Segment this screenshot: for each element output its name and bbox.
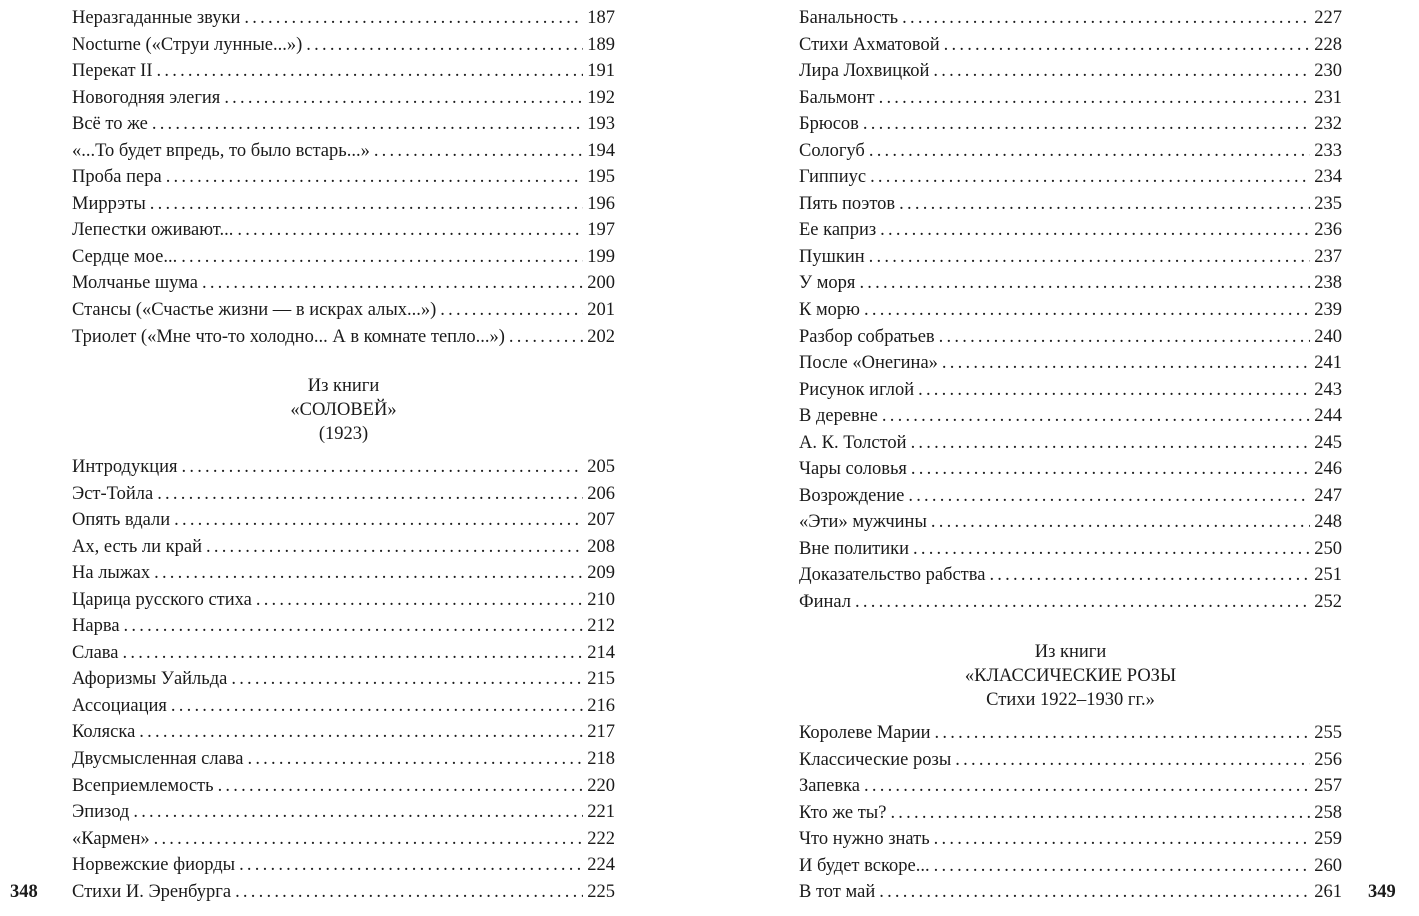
toc-entry-title: Стихи И. Эренбурга (72, 881, 232, 902)
toc-entry-page: 201 (587, 300, 615, 321)
toc-entry-page: 194 (587, 140, 615, 161)
dot-leader (913, 536, 1310, 563)
toc-entry-title: Банальность (799, 8, 899, 28)
toc-entry (799, 138, 1342, 165)
toc-entry-page: 191 (587, 61, 615, 82)
toc-list-left-bottom (72, 454, 615, 905)
dot-leader (244, 5, 583, 32)
toc-entry-title: Проба пера (72, 167, 162, 188)
toc-entry (799, 270, 1342, 297)
dot-leader (918, 377, 1310, 404)
toc-entry (72, 560, 615, 587)
toc-entry-title: Nocturne («Струи лунные...») (72, 34, 303, 55)
dot-leader (256, 587, 583, 614)
toc-entry-title: Запевка (799, 776, 861, 797)
toc-entry (72, 191, 615, 218)
toc-entry-title: Неразгаданные звуки (72, 8, 241, 28)
toc-entry-title: После «Онегина» (799, 353, 938, 374)
dot-leader (133, 799, 583, 826)
toc-entry-page: 222 (587, 828, 615, 849)
toc-entry (799, 509, 1342, 536)
dot-leader (989, 562, 1310, 589)
dot-leader (955, 747, 1310, 774)
toc-entry-title: Норвежские фиорды (72, 855, 236, 876)
toc-entry-title: Королеве Марии (799, 723, 931, 743)
toc-entry-title: Разбор собратьев (799, 326, 935, 347)
toc-entry-page: 231 (1314, 87, 1342, 108)
toc-entry (72, 746, 615, 773)
toc-entry-title: Вне политики (799, 538, 909, 559)
toc-entry (72, 534, 615, 561)
toc-entry-page: 256 (1314, 749, 1342, 770)
toc-entry (72, 640, 615, 667)
dot-leader (157, 58, 584, 85)
dot-leader (237, 217, 583, 244)
section-heading-line: «КЛАССИЧЕСКИЕ РОЗЫ (964, 666, 1177, 686)
toc-entry-page: 247 (1314, 485, 1342, 506)
toc-entry (72, 324, 615, 351)
page-number-right: 349 (1368, 882, 1396, 902)
toc-entry-title: Пушкин (799, 246, 865, 267)
toc-entry-page: 240 (1314, 326, 1342, 347)
toc-entry-title: Возрождение (799, 485, 905, 506)
toc-entry (72, 799, 615, 826)
dot-leader (870, 164, 1310, 191)
toc-entry-title: Всё то же (72, 114, 148, 135)
section-heading-solovei (72, 374, 615, 446)
toc-entry (799, 536, 1342, 563)
toc-entry-page: 206 (587, 483, 615, 504)
toc-entry-title: Двусмысленная слава (72, 749, 244, 770)
toc-entry (799, 244, 1342, 271)
section-heading-line: Стихи 1922–1930 гг.» (986, 690, 1155, 710)
dot-leader (899, 191, 1310, 218)
toc-entry-title: Нарва (72, 616, 120, 637)
toc-entry-title: Брюсов (799, 114, 859, 135)
dot-leader (139, 719, 583, 746)
toc-entry-title: Всеприемлемость (72, 775, 214, 796)
section-heading-line: Из книги (1034, 642, 1107, 662)
toc-entry (72, 5, 615, 32)
dot-leader (202, 270, 583, 297)
toc-entry (72, 666, 615, 693)
toc-entry-title: Перекат II (72, 61, 153, 82)
dot-leader (157, 481, 583, 508)
dot-leader (864, 297, 1310, 324)
toc-entry (799, 324, 1342, 351)
toc-entry (72, 613, 615, 640)
toc-entry-title: Опять вдали (72, 510, 171, 531)
dot-leader (239, 852, 583, 879)
toc-entry-title: Интродукция (72, 457, 178, 477)
toc-entry-title: Стихи Ахматовой (799, 34, 940, 55)
toc-entry-page: 196 (587, 193, 615, 214)
toc-entry-page: 224 (587, 855, 615, 876)
toc-entry-page: 230 (1314, 61, 1342, 82)
toc-entry-page: 238 (1314, 273, 1342, 294)
section-heading-line: (1923) (318, 424, 369, 444)
toc-entry-page: 261 (1314, 882, 1342, 903)
toc-entry-page: 248 (1314, 512, 1342, 533)
toc-entry-page: 192 (587, 87, 615, 108)
toc-entry-page: 232 (1314, 114, 1342, 135)
toc-entry-page: 221 (587, 802, 615, 823)
toc-entry (72, 852, 615, 879)
toc-entry-title: В тот май (799, 882, 876, 903)
toc-entry (72, 32, 615, 59)
section-heading-line: Из книги (307, 376, 380, 396)
toc-entry-page: 200 (587, 273, 615, 294)
toc-entry (799, 5, 1342, 32)
dot-leader (154, 826, 584, 853)
toc-entry (72, 454, 615, 481)
toc-entry (799, 483, 1342, 510)
toc-entry-title: Триолет («Мне что-то холодно... А в комнате тепло...») (72, 326, 505, 347)
dot-leader (235, 879, 583, 906)
toc-entry-title: «Эти» мужчины (799, 512, 927, 533)
toc-entry-title: Гиппиус (799, 167, 867, 188)
toc-entry (799, 217, 1342, 244)
toc-entry (799, 32, 1342, 59)
toc-entry-page: 259 (1314, 829, 1342, 850)
dot-leader (911, 456, 1310, 483)
toc-entry (72, 58, 615, 85)
toc-entry-page: 251 (1314, 565, 1342, 586)
toc-entry-title: Сологуб (799, 140, 865, 161)
toc-entry-page: 255 (1314, 723, 1342, 743)
toc-entry-title: Что нужно знать (799, 829, 930, 850)
toc-entry (799, 589, 1342, 616)
toc-list-right-bottom (799, 720, 1342, 906)
toc-entry-title: И будет вскоре... (799, 855, 930, 876)
toc-entry (72, 826, 615, 853)
toc-list-right-top (799, 5, 1342, 616)
toc-entry-title: Пять поэтов (799, 193, 896, 214)
toc-entry (799, 350, 1342, 377)
toc-entry-title: Миррэты (72, 193, 146, 214)
toc-entry-page: 243 (1314, 379, 1342, 400)
toc-entry (799, 456, 1342, 483)
dot-leader (869, 244, 1311, 271)
toc-entry-title: Царица русского стиха (72, 589, 252, 610)
toc-entry-title: А. К. Толстой (799, 432, 907, 453)
dot-leader (890, 800, 1310, 827)
toc-entry (72, 244, 615, 271)
toc-entry (799, 562, 1342, 589)
toc-entry (799, 747, 1342, 774)
section-heading-line: «СОЛОВЕЙ» (290, 400, 397, 420)
toc-entry (799, 111, 1342, 138)
toc-entry (799, 377, 1342, 404)
toc-entry (72, 270, 615, 297)
toc-entry-title: Чары соловья (799, 459, 907, 480)
toc-entry (72, 111, 615, 138)
toc-entry (72, 217, 615, 244)
toc-entry (72, 719, 615, 746)
toc-entry-title: Бальмонт (799, 87, 875, 108)
toc-entry (72, 507, 615, 534)
toc-entry-page: 210 (587, 589, 615, 610)
toc-entry (72, 773, 615, 800)
dot-leader (152, 111, 583, 138)
dot-leader (879, 879, 1310, 906)
left-page (72, 0, 615, 916)
toc-entry-page: 245 (1314, 432, 1342, 453)
dot-leader (869, 138, 1310, 165)
toc-entry (72, 138, 615, 165)
dot-leader (931, 509, 1310, 536)
dot-leader (182, 454, 584, 481)
dot-leader (879, 85, 1311, 112)
toc-entry-title: Кто же ты? (799, 802, 887, 823)
toc-entry-title: Классические розы (799, 749, 952, 770)
dot-leader (933, 58, 1310, 85)
toc-entry-page: 237 (1314, 246, 1342, 267)
toc-entry-page: 236 (1314, 220, 1342, 241)
dot-leader (224, 85, 583, 112)
toc-entry-page: 235 (1314, 193, 1342, 214)
toc-entry (799, 430, 1342, 457)
dot-leader (440, 297, 583, 324)
dot-leader (882, 403, 1310, 430)
toc-entry-title: У моря (799, 273, 856, 294)
dot-leader (181, 244, 583, 271)
toc-entry-page: 207 (587, 510, 615, 531)
toc-entry-page: 241 (1314, 353, 1342, 374)
toc-entry-title: Рисунок иглой (799, 379, 915, 400)
dot-leader (231, 666, 583, 693)
toc-entry-page: 205 (587, 457, 615, 477)
dot-leader (306, 32, 583, 59)
toc-entry-title: «...То будет впредь, то было встарь...» (72, 140, 370, 161)
dot-leader (944, 32, 1311, 59)
dot-leader (942, 350, 1310, 377)
toc-entry-title: На лыжах (72, 563, 151, 584)
toc-entry-page: 202 (587, 326, 615, 347)
dot-leader (934, 826, 1311, 853)
page-number-left: 348 (10, 882, 38, 902)
toc-entry-title: Ах, есть ли край (72, 536, 202, 557)
toc-entry-title: Коляска (72, 722, 136, 743)
toc-entry-title: Ассоциация (72, 695, 167, 716)
toc-entry (799, 191, 1342, 218)
right-page (799, 0, 1342, 916)
toc-entry (799, 58, 1342, 85)
dot-leader (150, 191, 583, 218)
toc-entry-title: Стансы («Счастье жизни — в искрах алых...») (72, 300, 437, 321)
toc-entry-page: 233 (1314, 140, 1342, 161)
toc-entry-page: 214 (587, 642, 615, 663)
toc-entry (72, 481, 615, 508)
toc-entry-page: 209 (587, 563, 615, 584)
toc-entry (72, 85, 615, 112)
section-heading-classic-roses (799, 640, 1342, 712)
toc-entry (799, 297, 1342, 324)
toc-entry (799, 800, 1342, 827)
toc-entry (72, 587, 615, 614)
dot-leader (374, 138, 583, 165)
toc-entry-page: 208 (587, 536, 615, 557)
dot-leader (218, 773, 584, 800)
toc-entry-page: 220 (587, 775, 615, 796)
toc-entry-title: Сердце мое... (72, 246, 178, 267)
dot-leader (509, 324, 583, 351)
toc-entry-page: 250 (1314, 538, 1342, 559)
toc-entry-page: 217 (587, 722, 615, 743)
toc-entry-page: 215 (587, 669, 615, 690)
toc-entry-title: Слава (72, 642, 119, 663)
toc-entry-title: Эпизод (72, 802, 130, 823)
toc-entry-page: 258 (1314, 802, 1342, 823)
dot-leader (902, 5, 1310, 32)
toc-entry (799, 853, 1342, 880)
toc-entry-page: 187 (587, 8, 615, 28)
toc-entry-title: Лира Лохвицкой (799, 61, 930, 82)
dot-leader (166, 164, 584, 191)
dot-leader (863, 111, 1310, 138)
toc-entry-page: 257 (1314, 776, 1342, 797)
dot-leader (247, 746, 583, 773)
toc-entry-page: 234 (1314, 167, 1342, 188)
toc-entry-title: Финал (799, 592, 852, 613)
toc-entry-page: 225 (587, 881, 615, 902)
toc-entry-title: «Кармен» (72, 828, 150, 849)
toc-entry-title: Лепестки оживают... (72, 220, 234, 241)
dot-leader (880, 217, 1310, 244)
toc-entry-page: 244 (1314, 406, 1342, 427)
toc-entry (799, 164, 1342, 191)
toc-entry-page: 252 (1314, 592, 1342, 613)
toc-entry-title: К морю (799, 300, 860, 321)
dot-leader (939, 324, 1311, 351)
toc-entry (799, 826, 1342, 853)
toc-entry (72, 164, 615, 191)
dot-leader (908, 483, 1310, 510)
toc-entry (799, 720, 1342, 747)
toc-entry-title: Молчанье шума (72, 273, 198, 294)
toc-entry-page: 218 (587, 749, 615, 770)
dot-leader (864, 773, 1310, 800)
toc-entry (799, 85, 1342, 112)
toc-entry-page: 189 (587, 34, 615, 55)
toc-entry (72, 297, 615, 324)
toc-list-left-top (72, 5, 615, 350)
dot-leader (123, 640, 584, 667)
dot-leader (911, 430, 1311, 457)
toc-entry (72, 693, 615, 720)
dot-leader (154, 560, 583, 587)
toc-entry-title: Эст-Тойла (72, 483, 154, 504)
toc-entry-page: 212 (587, 616, 615, 637)
dot-leader (935, 720, 1311, 747)
toc-entry-title: В деревне (799, 406, 878, 427)
dot-leader (206, 534, 583, 561)
toc-entry (799, 403, 1342, 430)
toc-entry-title: Новогодняя элегия (72, 87, 221, 108)
toc-entry-page: 227 (1314, 8, 1342, 28)
dot-leader (934, 853, 1311, 880)
toc-entry-page: 197 (587, 220, 615, 241)
toc-entry-page: 199 (587, 246, 615, 267)
toc-entry-title: Ее каприз (799, 220, 877, 241)
toc-entry-page: 228 (1314, 34, 1342, 55)
toc-entry-page: 195 (587, 167, 615, 188)
toc-entry (72, 879, 615, 906)
dot-leader (174, 507, 583, 534)
dot-leader (859, 270, 1310, 297)
toc-entry-page: 239 (1314, 300, 1342, 321)
toc-entry (799, 773, 1342, 800)
toc-entry-page: 193 (587, 114, 615, 135)
toc-entry-page: 260 (1314, 855, 1342, 876)
dot-leader (171, 693, 583, 720)
toc-entry-page: 216 (587, 695, 615, 716)
toc-entry-page: 246 (1314, 459, 1342, 480)
dot-leader (124, 613, 584, 640)
toc-entry-title: Афоризмы Уайльда (72, 669, 228, 690)
toc-entry-title: Доказательство рабства (799, 565, 986, 586)
dot-leader (855, 589, 1310, 616)
toc-entry (799, 879, 1342, 906)
